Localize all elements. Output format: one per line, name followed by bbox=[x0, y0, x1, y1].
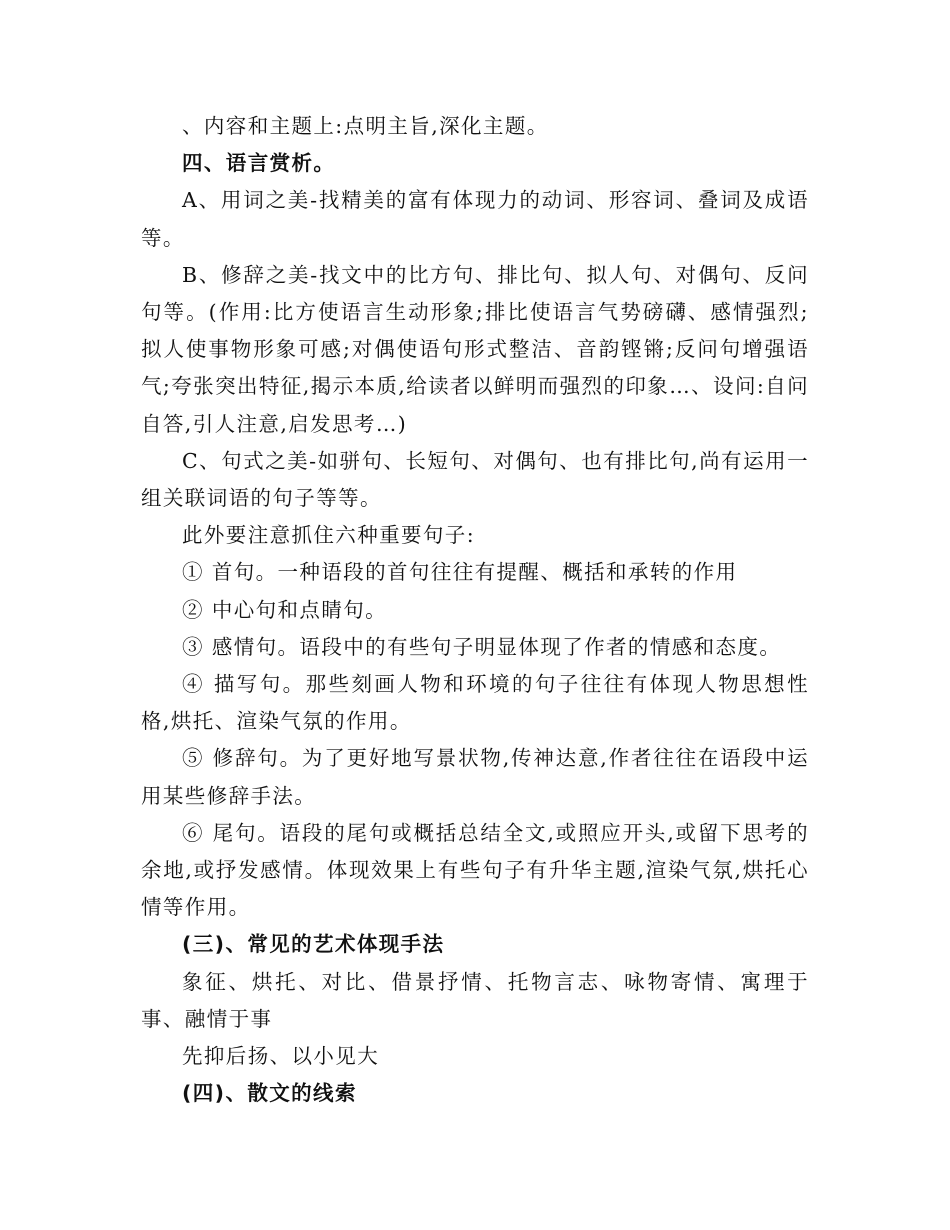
list-item-description-sentence: ④ 描写句。那些刻画人物和环境的句子往往有体现人物思想性格,烘托、渲染气氛的作用。 bbox=[141, 672, 809, 734]
paragraph-techniques-list: 象征、烘托、对比、借景抒情、托物言志、咏物寄情、寓理于事、融情于事 bbox=[141, 969, 809, 1031]
paragraph-content-theme: 、内容和主题上:点明主旨,深化主题。 bbox=[182, 114, 549, 138]
document-page bbox=[141, 108, 809, 1112]
heading-language-appreciation: 四、语言赏析。 bbox=[182, 151, 336, 176]
paragraph-six-sentences-intro: 此外要注意抓住六种重要句子: bbox=[182, 523, 476, 548]
paragraph-word-beauty: A、用词之美-找精美的富有体现力的动词、形容词、叠词及成语等。 bbox=[141, 188, 809, 250]
heading-art-techniques: (三)、常见的艺术体现手法 bbox=[182, 932, 445, 957]
list-item-emotion-sentence: ③ 感情句。语段中的有些句子明显体现了作者的情感和态度。 bbox=[182, 634, 782, 659]
paragraph-techniques-more: 先抑后扬、以小见大 bbox=[182, 1044, 380, 1069]
list-item-last-sentence: ⑥ 尾句。语段的尾句或概括总结全文,或照应开头,或留下思考的余地,或抒发感情。体现效果上有些句子有升华主题,渲染气氛,烘托心情等作用。 bbox=[141, 820, 809, 920]
paragraph-rhetoric-beauty: B、修辞之美-找文中的比方句、排比句、拟人句、对偶句、反问句等。(作用:比方使语言生动形象;排比使语言气势磅礴、感情强烈;拟人使事物形象可感;对偶使语句形式整洁、音韵铿锵;反问句增强语气;夸张突出特征,揭示本质,给读者以鲜明而强烈的印象…、设问:自问自答,引人注意,启发思考…) bbox=[141, 262, 809, 436]
list-item-first-sentence: ① 首句。一种语段的首句往往有提醒、概括和承转的作用 bbox=[182, 560, 738, 585]
list-item-rhetoric-sentence: ⑤ 修辞句。为了更好地写景状物,传神达意,作者往往在语段中运用某些修辞手法。 bbox=[141, 746, 809, 808]
paragraph-sentence-beauty: C、句式之美-如骈句、长短句、对偶句、也有排比句,尚有运用一组关联词语的句子等等。 bbox=[141, 448, 809, 511]
list-item-central-sentence: ② 中心句和点睛句。 bbox=[182, 597, 388, 622]
heading-prose-clues: (四)、散文的线索 bbox=[182, 1081, 357, 1106]
